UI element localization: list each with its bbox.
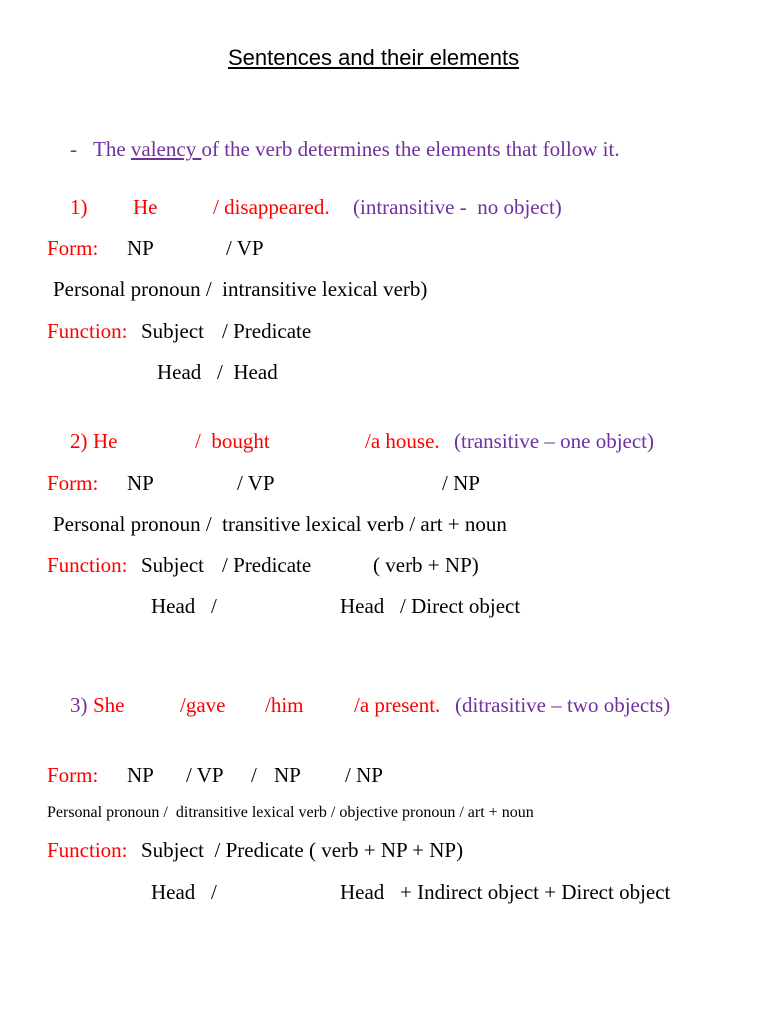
- intro-sentence: [93, 139, 620, 160]
- s2-function-subject: Subject: [141, 553, 204, 577]
- s3-form-label: Form:: [47, 763, 99, 787]
- s1-number: 1): [70, 195, 88, 219]
- s3-verb: /gave: [180, 693, 226, 717]
- page-title: Sentences and their elements: [228, 45, 520, 70]
- s2-function-extra: ( verb + NP): [373, 553, 479, 577]
- s2-description: Personal pronoun / transitive lexical verb / art + noun: [53, 512, 507, 536]
- s3-form-np2: NP: [274, 763, 301, 787]
- s3-function-text: Subject / Predicate ( verb + NP + NP): [141, 838, 464, 862]
- s3-note: (ditrasitive – two objects): [455, 693, 671, 717]
- s1-form-label: Form:: [47, 236, 99, 260]
- s1-form-np: NP: [127, 236, 154, 260]
- intro-the: The: [93, 137, 126, 161]
- s3-object2: /a present.: [354, 693, 441, 717]
- intro-dash: -: [70, 137, 77, 161]
- s3-form-np: NP: [127, 763, 154, 787]
- s2-head-predicate: Head / Direct object: [340, 594, 521, 618]
- s2-function-label: Function:: [47, 553, 128, 577]
- s2-form-np: NP: [127, 471, 154, 495]
- intro-rest: of the verb determines the elements that follow it.: [201, 137, 620, 161]
- s3-number: 3): [70, 693, 88, 717]
- s2-subject: He: [93, 429, 118, 453]
- s1-note: (intransitive - no object): [353, 195, 562, 219]
- s2-number: 2): [70, 429, 88, 453]
- s3-form-np3: / NP: [345, 763, 383, 787]
- s1-subject: He: [133, 195, 158, 219]
- s1-function-subject: Subject: [141, 319, 204, 343]
- s1-function-label: Function:: [47, 319, 128, 343]
- s3-head-subject: Head /: [151, 880, 217, 904]
- s1-heads: Head / Head: [157, 360, 278, 384]
- s3-form-vp: / VP: [186, 763, 224, 787]
- s3-object1: /him: [265, 693, 304, 717]
- s1-function-predicate: / Predicate: [222, 319, 312, 343]
- s1-description: Personal pronoun / intransitive lexical verb): [53, 277, 428, 301]
- s2-object: /a house.: [365, 429, 440, 453]
- s2-head-subject: Head /: [151, 594, 217, 618]
- s2-form-np2: / NP: [442, 471, 480, 495]
- s2-verb: / bought: [195, 429, 270, 453]
- s3-head-predicate: Head + Indirect object + Direct object: [340, 880, 671, 904]
- s2-form-label: Form:: [47, 471, 99, 495]
- intro-valency: valency: [130, 137, 202, 161]
- s3-description: Personal pronoun / ditransitive lexical verb / objective pronoun / art + noun: [47, 804, 534, 821]
- s2-function-predicate: / Predicate: [222, 553, 312, 577]
- s2-form-vp: / VP: [237, 471, 275, 495]
- s1-form-vp: / VP: [226, 236, 264, 260]
- s3-form-slash: /: [251, 763, 257, 787]
- s2-note: (transitive – one object): [454, 429, 655, 453]
- s3-function-label: Function:: [47, 838, 128, 862]
- s1-verb: / disappeared.: [213, 195, 330, 219]
- s3-subject: She: [93, 693, 125, 717]
